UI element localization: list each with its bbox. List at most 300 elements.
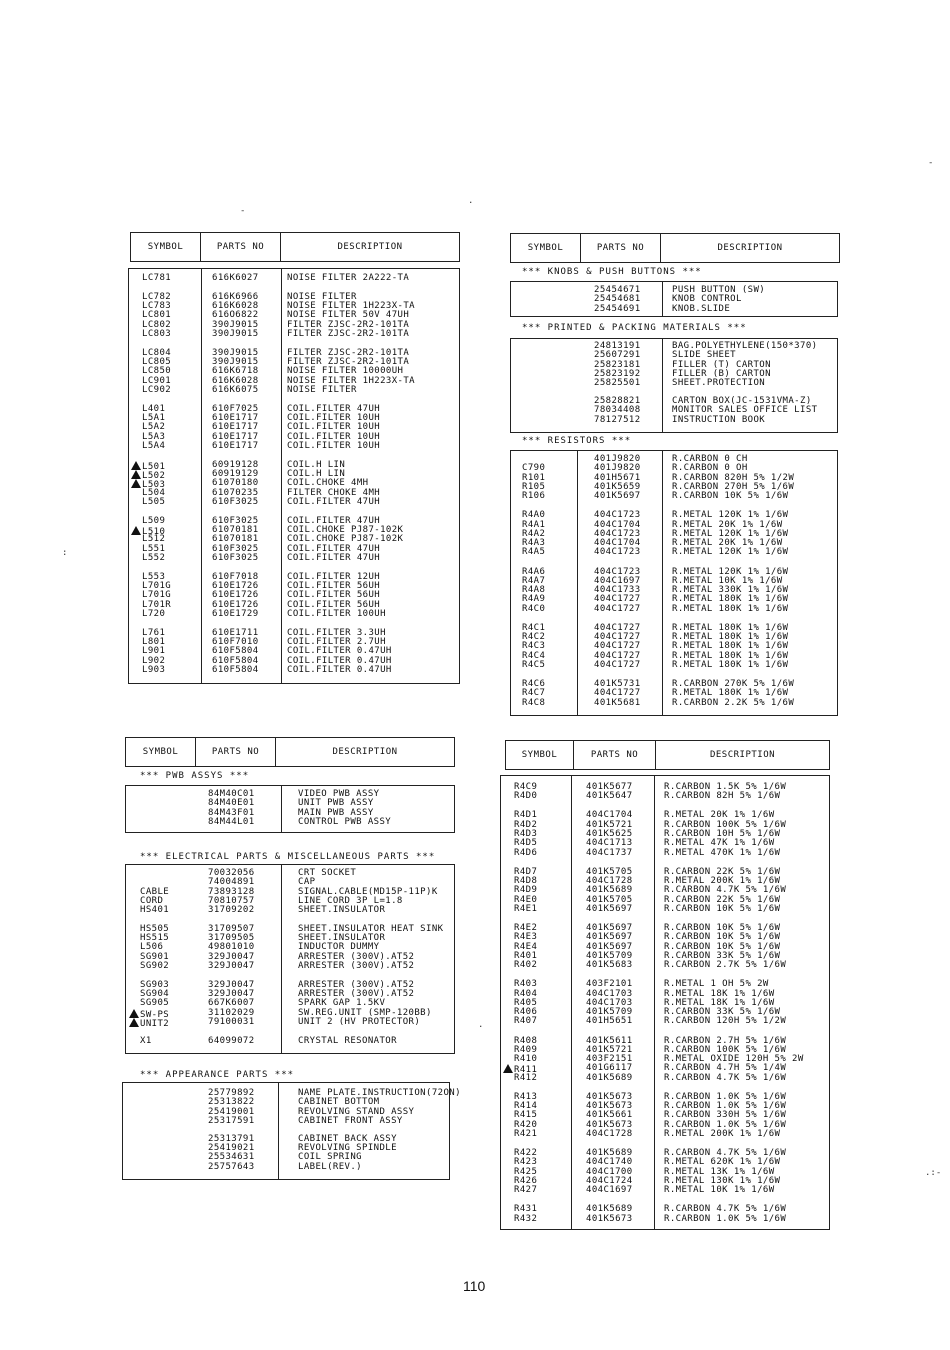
cell-symbol: CABLE — [140, 886, 170, 897]
row-group — [142, 629, 415, 675]
cell-symbol: L552 — [142, 552, 166, 563]
table-row — [514, 849, 804, 858]
cell-symbol: R4D1 — [514, 810, 538, 821]
cell-symbol — [140, 818, 208, 827]
cell-parts-no: 401K5689 — [586, 1148, 633, 1159]
cell-description: COIL.FILTER 0.47UH — [287, 664, 392, 675]
cell-parts-no: 390J9015 — [212, 347, 259, 358]
cell-description: R.CARBON 22K 5% 1/6W — [664, 866, 781, 877]
cell-parts-no: 60919129 — [212, 469, 259, 480]
cell-parts-no: 401K5689 — [586, 1072, 633, 1083]
cell-parts-no: 25313822 — [208, 1097, 255, 1108]
cell-parts-no: 401K5697 — [586, 932, 633, 943]
cell-parts-no: 84M44L01 — [208, 816, 255, 827]
cell-description: LABEL(REV.) — [298, 1161, 363, 1172]
cell-parts-no: 404C1727 — [594, 594, 641, 605]
row-group — [514, 1093, 804, 1139]
cell-symbol: R4D8 — [514, 875, 538, 886]
cell-parts-no: 61070235 — [212, 487, 259, 498]
cell-symbol: LC782 — [142, 291, 172, 302]
cell-symbol: R421 — [514, 1128, 538, 1139]
cell-description: PUSH BUTTON (SW) — [672, 285, 766, 295]
cell-symbol: R412 — [514, 1072, 538, 1083]
cell-symbol — [522, 397, 594, 406]
cell-description: KNOB.SLIDE — [672, 303, 731, 314]
cell-description: FILTER ZJSC-2R2-101TA — [287, 319, 410, 330]
cell-symbol: L761 — [142, 627, 166, 638]
cell-symbol: R4A9 — [522, 594, 546, 605]
table2-header — [125, 737, 455, 767]
row-group — [522, 455, 794, 501]
cell-description: NOISE FILTER — [287, 291, 357, 302]
row-group — [142, 405, 415, 451]
row-group — [522, 342, 817, 388]
cell-symbol: LC781 — [142, 273, 172, 283]
cell-parts-no: 25454691 — [594, 303, 641, 314]
table-row — [522, 661, 794, 670]
cell-description: CONTROL PWB ASSY — [298, 816, 392, 827]
cell-description: R.CARBON 1.0K 5% 1/6W — [664, 1101, 787, 1112]
cell-description: SW.REG.UNIT (SMP-120BB) — [298, 1007, 432, 1018]
row-group — [522, 511, 794, 557]
cell-description: R.METAL 20K 1% 1/6W — [672, 519, 783, 530]
cell-description: R.CARBON 10H 5% 1/6W — [664, 828, 781, 839]
cell-symbol: R409 — [514, 1044, 538, 1055]
cell-parts-no: 401K5697 — [586, 903, 633, 914]
cell-description: R.METAL 130K 1% 1/6W — [664, 1175, 781, 1186]
cell-description: COIL.FILTER 0.47UH — [287, 655, 392, 666]
cell-symbol — [140, 799, 208, 808]
table-row — [522, 492, 794, 501]
cell-description: COIL.CHOKE PJ87-102K — [287, 534, 404, 545]
table1-header — [130, 232, 460, 262]
row-group — [514, 980, 804, 1026]
table-row — [522, 342, 817, 351]
cell-description: SHEET.INSULATOR — [298, 933, 386, 944]
cell-parts-no: 401K5681 — [594, 697, 641, 708]
cell-parts-no: 329J0047 — [208, 961, 255, 972]
cell-description: FILTER ZJSC-2R2-101TA — [287, 357, 410, 368]
row-group — [514, 783, 804, 802]
cell-symbol: R4D9 — [514, 885, 538, 896]
header-symbol: SYMBOL — [126, 738, 196, 766]
cell-symbol — [522, 361, 594, 370]
cell-description: CRYSTAL RESONATOR — [298, 1035, 397, 1046]
cell-symbol: C790 — [522, 463, 546, 474]
cell-parts-no: 390J9015 — [212, 328, 259, 339]
safety-warning-icon — [131, 461, 141, 470]
cell-description: R.CARBON 100K 5% 1/6W — [664, 819, 787, 830]
safety-warning-icon — [131, 526, 141, 535]
section-rows — [140, 1089, 461, 1172]
row-group — [514, 868, 804, 914]
cell-description: R.CARBON 82H 5% 1/6W — [664, 791, 781, 802]
table-row — [514, 1130, 804, 1139]
header-description: DESCRIPTION — [709, 750, 776, 760]
safety-warning-icon — [129, 1009, 139, 1018]
safety-warning-icon — [131, 479, 141, 488]
scan-speck: : — [62, 548, 68, 558]
section-title-resistors: *** RESISTORS *** — [522, 436, 632, 446]
cell-symbol: R4C5 — [522, 660, 546, 671]
cell-description: R.METAL 120K 1% 1/6W — [672, 528, 789, 539]
cell-parts-no: 31709507 — [208, 923, 255, 934]
cell-symbol: R4A5 — [522, 547, 546, 558]
cell-description: KNOB CONTROL — [672, 294, 742, 305]
cell-parts-no: 60919128 — [212, 459, 259, 470]
cell-description: COIL.FILTER 47UH — [287, 543, 381, 554]
cell-parts-no: 25313791 — [208, 1133, 255, 1144]
cell-parts-no: 404C1723 — [594, 566, 641, 577]
cell-parts-no: 616K6075 — [212, 384, 259, 395]
cell-description: R.CARBON 2.2K 5% 1/6W — [672, 697, 795, 708]
cell-symbol: R413 — [514, 1091, 538, 1102]
cell-parts-no: 401H5651 — [586, 1016, 633, 1027]
cell-description: CAP — [298, 877, 316, 888]
cell-symbol: L902 — [142, 655, 166, 666]
cell-parts-no: 31709505 — [208, 933, 255, 944]
cell-description: R.CARBON 120H 5% 1/2W — [664, 1016, 787, 1027]
cell-description: R.CARBON 33K 5% 1/6W — [664, 1007, 781, 1018]
cell-symbol: R4A1 — [522, 519, 546, 530]
table-row — [142, 274, 415, 283]
row-group — [522, 397, 817, 425]
cell-symbol: R4D2 — [514, 819, 538, 830]
cell-parts-no: 401K5721 — [586, 819, 633, 830]
cell-description: R.CARBON 1.0K 5% 1/6W — [664, 1213, 787, 1224]
cell-symbol: R420 — [514, 1119, 538, 1130]
cell-symbol: L5A4 — [142, 440, 166, 451]
row-group — [140, 1037, 443, 1046]
cell-symbol: R4C3 — [522, 641, 546, 652]
cell-symbol: R4A8 — [522, 585, 546, 596]
section-title-electrical: *** ELECTRICAL PARTS & MISCELLANEOUS PARTS *** — [140, 852, 436, 862]
cell-description: COIL.FILTER 10UH — [287, 431, 381, 442]
section-rows — [140, 869, 443, 1046]
cell-parts-no: 25757643 — [208, 1161, 255, 1172]
table-row — [142, 469, 415, 482]
cell-symbol: LC805 — [142, 357, 172, 368]
cell-parts-no: 84M40C01 — [208, 789, 255, 799]
cell-description: R.CARBON 1.0K 5% 1/6W — [664, 1119, 787, 1130]
cell-description: R.METAL 180K 1% 1/6W — [672, 660, 789, 671]
cell-symbol — [140, 869, 208, 878]
cell-parts-no: 25607291 — [594, 350, 641, 361]
section-rows — [522, 455, 794, 708]
cell-description: R.METAL 47K 1% 1/6W — [664, 838, 775, 849]
cell-parts-no: 610F3025 — [212, 543, 259, 554]
header-description: DESCRIPTION — [717, 243, 783, 253]
cell-parts-no: 24813191 — [594, 341, 641, 351]
section-rows — [522, 286, 765, 314]
table-row — [140, 1037, 443, 1046]
cell-description: REVOLVING SPINDLE — [298, 1142, 397, 1153]
cell-symbol: LC850 — [142, 366, 172, 377]
cell-symbol: LC902 — [142, 384, 172, 395]
row-group — [142, 573, 415, 619]
scan-speck: - — [928, 158, 934, 168]
cell-symbol — [140, 1135, 208, 1144]
cell-symbol: SG902 — [140, 961, 170, 972]
cell-description: ARRESTER (300V).AT52 — [298, 979, 415, 990]
cell-parts-no: 401K5721 — [586, 1044, 633, 1055]
cell-symbol: L401 — [142, 403, 166, 414]
cell-symbol: R422 — [514, 1148, 538, 1159]
cell-parts-no: 404C1723 — [594, 528, 641, 539]
row-group — [522, 568, 794, 614]
row-group — [140, 1089, 461, 1126]
cell-description: R.METAL 180K 1% 1/6W — [672, 641, 789, 652]
cell-description: R.METAL 180K 1% 1/6W — [672, 688, 789, 699]
cell-description: CARTON BOX(JC-1531VMA-Z) — [672, 395, 812, 406]
cell-symbol: L512 — [142, 534, 166, 545]
cell-symbol: R4E1 — [514, 903, 538, 914]
cell-description: FILTER ZJSC-2R2-101TA — [287, 347, 410, 358]
table-row — [140, 990, 443, 999]
cell-description: R.CARBON 33K 5% 1/6W — [664, 950, 781, 961]
cell-parts-no: 401K5661 — [586, 1110, 633, 1121]
section-title-appearance: *** APPEARANCE PARTS *** — [140, 1070, 295, 1080]
cell-symbol: LC901 — [142, 375, 172, 386]
cell-description: COIL.FILTER 56UH — [287, 599, 381, 610]
cell-parts-no: 610E1717 — [212, 431, 259, 442]
cell-symbol: L903 — [142, 664, 166, 675]
cell-parts-no: 401J9820 — [594, 463, 641, 474]
cell-symbol: L509 — [142, 515, 166, 526]
cell-symbol: X1 — [140, 1035, 152, 1046]
cell-parts-no: 610F3025 — [212, 552, 259, 563]
cell-symbol: LC802 — [142, 319, 172, 330]
cell-symbol — [140, 1153, 208, 1162]
cell-parts-no: 616K6027 — [212, 273, 259, 283]
cell-symbol: HS401 — [140, 905, 170, 916]
cell-parts-no: 610E1717 — [212, 440, 259, 451]
cell-symbol: R410 — [514, 1054, 538, 1065]
cell-symbol: L701G — [142, 590, 172, 601]
cell-description: R.CARBON 10K 5% 1/6W — [664, 941, 781, 952]
cell-symbol: R4E0 — [514, 894, 538, 905]
cell-description: COIL.FILTER 12UH — [287, 571, 381, 582]
cell-symbol: L551 — [142, 543, 166, 554]
cell-description: SIGNAL.CABLE(MD15P-11P)K — [298, 886, 438, 897]
cell-description: R.METAL 620K 1% 1/6W — [664, 1157, 781, 1168]
table-row — [142, 461, 415, 470]
cell-parts-no: 616K6718 — [212, 366, 259, 377]
table-row — [142, 498, 415, 507]
table-row — [140, 1163, 461, 1172]
cell-symbol: UNIT2 — [129, 1018, 208, 1027]
cell-parts-no: 610E1711 — [212, 627, 259, 638]
cell-parts-no: 616K6966 — [212, 291, 259, 302]
table-row — [140, 818, 391, 827]
cell-description: COIL.FILTER 47UH — [287, 515, 381, 526]
cell-parts-no: 610F3025 — [212, 496, 259, 507]
cell-parts-no: 610E1726 — [212, 590, 259, 601]
cell-symbol: SG904 — [140, 989, 170, 1000]
cell-description: R.CARBON 2.7H 5% 1/6W — [664, 1035, 787, 1046]
cell-parts-no: 404C1737 — [586, 847, 633, 858]
cell-description: R.CARBON 22K 5% 1/6W — [664, 894, 781, 905]
cell-symbol: L501 — [131, 461, 212, 470]
table-row — [522, 379, 817, 388]
cell-description: R.METAL 200K 1% 1/6W — [664, 875, 781, 886]
cell-description: R.CARBON 0 CH — [672, 454, 748, 464]
row-group — [142, 274, 415, 283]
cell-description: R.METAL 18K 1% 1/6W — [664, 988, 775, 999]
cell-parts-no: 404C1703 — [586, 988, 633, 999]
cell-symbol — [140, 1108, 208, 1117]
cell-symbol: L701G — [142, 581, 172, 592]
cell-parts-no: 610F7025 — [212, 403, 259, 414]
cell-symbol: L506 — [140, 942, 164, 953]
cell-description: R.CARBON 10K 5% 1/6W — [664, 903, 781, 914]
cell-symbol: LC803 — [142, 328, 172, 339]
cell-parts-no: 404C1740 — [586, 1157, 633, 1168]
cell-description: FILTER CHOKE 4MH — [287, 487, 381, 498]
cell-parts-no: 401K5697 — [586, 941, 633, 952]
cell-parts-no: 49801010 — [208, 942, 255, 953]
cell-parts-no: 403F2151 — [586, 1054, 633, 1065]
cell-parts-no: 610E1717 — [212, 422, 259, 433]
cell-description: VIDEO PWB ASSY — [298, 789, 380, 799]
cell-symbol: SW-PS — [129, 1009, 208, 1018]
cell-parts-no: 404C1703 — [586, 997, 633, 1008]
table-row — [514, 905, 804, 914]
cell-parts-no: 404C1700 — [586, 1166, 633, 1177]
header-symbol: SYMBOL — [506, 741, 574, 769]
cell-description: R.CARBON 2.7K 5% 1/6W — [664, 960, 787, 971]
cell-symbol: R4A3 — [522, 538, 546, 549]
cell-parts-no: 401H5671 — [594, 472, 641, 483]
cell-description: R.CARBON 270H 5% 1/6W — [672, 481, 795, 492]
cell-parts-no: 610F5804 — [212, 655, 259, 666]
cell-parts-no: 401K5683 — [586, 960, 633, 971]
cell-description: COIL.FILTER 56UH — [287, 581, 381, 592]
cell-description: R.CARBON 1.0K 5% 1/6W — [664, 1091, 787, 1102]
cell-symbol: L504 — [142, 487, 166, 498]
cell-parts-no: 61070180 — [212, 478, 259, 489]
row-group — [514, 811, 804, 857]
table-row — [514, 1017, 804, 1026]
cell-symbol: R427 — [514, 1185, 538, 1196]
table-row — [522, 406, 817, 415]
cell-parts-no: 31709202 — [208, 905, 255, 916]
cell-parts-no: 329J0047 — [208, 951, 255, 962]
table-row — [140, 869, 443, 878]
cell-parts-no: 401K5673 — [586, 1119, 633, 1130]
section-title-pwb: *** PWB ASSYS *** — [140, 771, 250, 781]
header-parts-no: PARTS NO — [574, 741, 656, 769]
cell-symbol: L5A2 — [142, 422, 166, 433]
cell-parts-no: 401G6117 — [586, 1063, 633, 1074]
table-row — [522, 455, 794, 464]
cell-symbol: L5A3 — [142, 431, 166, 442]
cell-description: R.METAL OXIDE 120H 5% 2W — [664, 1054, 804, 1065]
cell-description: R.METAL 180K 1% 1/6W — [672, 622, 789, 633]
row-group — [522, 286, 765, 314]
cell-symbol: L502 — [131, 470, 212, 479]
cell-parts-no: 404C1723 — [594, 510, 641, 521]
cell-symbol: R401 — [514, 950, 538, 961]
cell-parts-no: 401K5697 — [594, 491, 641, 502]
table-row — [142, 442, 415, 451]
cell-description: R.METAL 20K 1% 1/6W — [664, 810, 775, 821]
table-row — [142, 666, 415, 675]
cell-symbol: L901 — [142, 646, 166, 657]
cell-symbol: L510 — [131, 526, 212, 535]
cell-parts-no: 25454681 — [594, 294, 641, 305]
cell-symbol: LC783 — [142, 301, 172, 312]
cell-symbol: R4D5 — [514, 838, 538, 849]
cell-parts-no: 401K5705 — [586, 866, 633, 877]
cell-description: COIL.FILTER 2.7UH — [287, 637, 386, 647]
cell-parts-no: 61070181 — [212, 525, 259, 536]
cell-description: R.CARBON 4.7K 5% 1/6W — [664, 1204, 787, 1215]
cell-symbol — [140, 790, 208, 799]
cell-description: R.METAL 18K 1% 1/6W — [664, 997, 775, 1008]
table-row — [142, 377, 415, 386]
cell-description: ARRESTER (300V).AT52 — [298, 989, 415, 1000]
cell-parts-no: 84M43F01 — [208, 807, 255, 818]
cell-parts-no: 78034408 — [594, 405, 641, 416]
cell-parts-no: 404C1727 — [594, 660, 641, 671]
cell-parts-no: 61070181 — [212, 534, 259, 545]
cell-parts-no: 25825501 — [594, 378, 641, 389]
cell-parts-no: 390J9015 — [212, 357, 259, 368]
cell-description: NOISE FILTER 1H223X-TA — [287, 375, 416, 386]
cell-description: R.METAL 180K 1% 1/6W — [672, 632, 789, 643]
section-title-printed: *** PRINTED & PACKING MATERIALS *** — [522, 323, 747, 333]
cell-description: R.CARBON 10K 5% 1/6W — [664, 922, 781, 933]
table-row — [522, 605, 794, 614]
cell-parts-no: 70810757 — [208, 895, 255, 906]
cell-symbol: R4A7 — [522, 575, 546, 586]
table-row — [522, 370, 817, 379]
cell-parts-no: 31102029 — [208, 1007, 255, 1018]
cell-description: COIL.FILTER 10UH — [287, 413, 381, 424]
cell-parts-no: 401K5705 — [586, 894, 633, 905]
cell-description: FILTER ZJSC-2R2-101TA — [287, 328, 410, 339]
cell-description: R.CARBON 1.5K 5% 1/6W — [664, 782, 787, 792]
cell-parts-no: 25454671 — [594, 285, 641, 295]
cell-symbol: R402 — [514, 960, 538, 971]
row-group — [140, 869, 443, 915]
cell-description: R.METAL 180K 1% 1/6W — [672, 650, 789, 661]
cell-parts-no: 404C1727 — [594, 632, 641, 643]
cell-description: R.CARBON 4.7H 5% 1/4W — [664, 1063, 787, 1074]
cell-parts-no: 610F3025 — [212, 515, 259, 526]
cell-symbol: R4C4 — [522, 650, 546, 661]
cell-parts-no: 404C1733 — [594, 585, 641, 596]
cell-parts-no: 401K5709 — [586, 950, 633, 961]
table-row — [140, 925, 443, 934]
cell-parts-no: 616O6822 — [212, 310, 259, 321]
cell-symbol: R406 — [514, 1007, 538, 1018]
section-rows — [140, 790, 391, 827]
header-description: DESCRIPTION — [332, 747, 398, 757]
cell-description: UNIT PWB ASSY — [298, 798, 374, 809]
cell-description: R.METAL 120K 1% 1/6W — [672, 510, 789, 521]
cell-description: COIL.FILTER 100UH — [287, 608, 386, 619]
cell-description: FILLER (B) CARTON — [672, 368, 771, 379]
cell-symbol: L505 — [142, 496, 166, 507]
cell-parts-no: 84M40E01 — [208, 798, 255, 809]
cell-parts-no: 667K6007 — [208, 998, 255, 1009]
cell-description: R.METAL 1 OH 5% 2W — [664, 979, 769, 990]
row-group — [142, 517, 415, 563]
cell-parts-no: 401K5659 — [594, 481, 641, 492]
cell-symbol: R431 — [514, 1204, 538, 1215]
